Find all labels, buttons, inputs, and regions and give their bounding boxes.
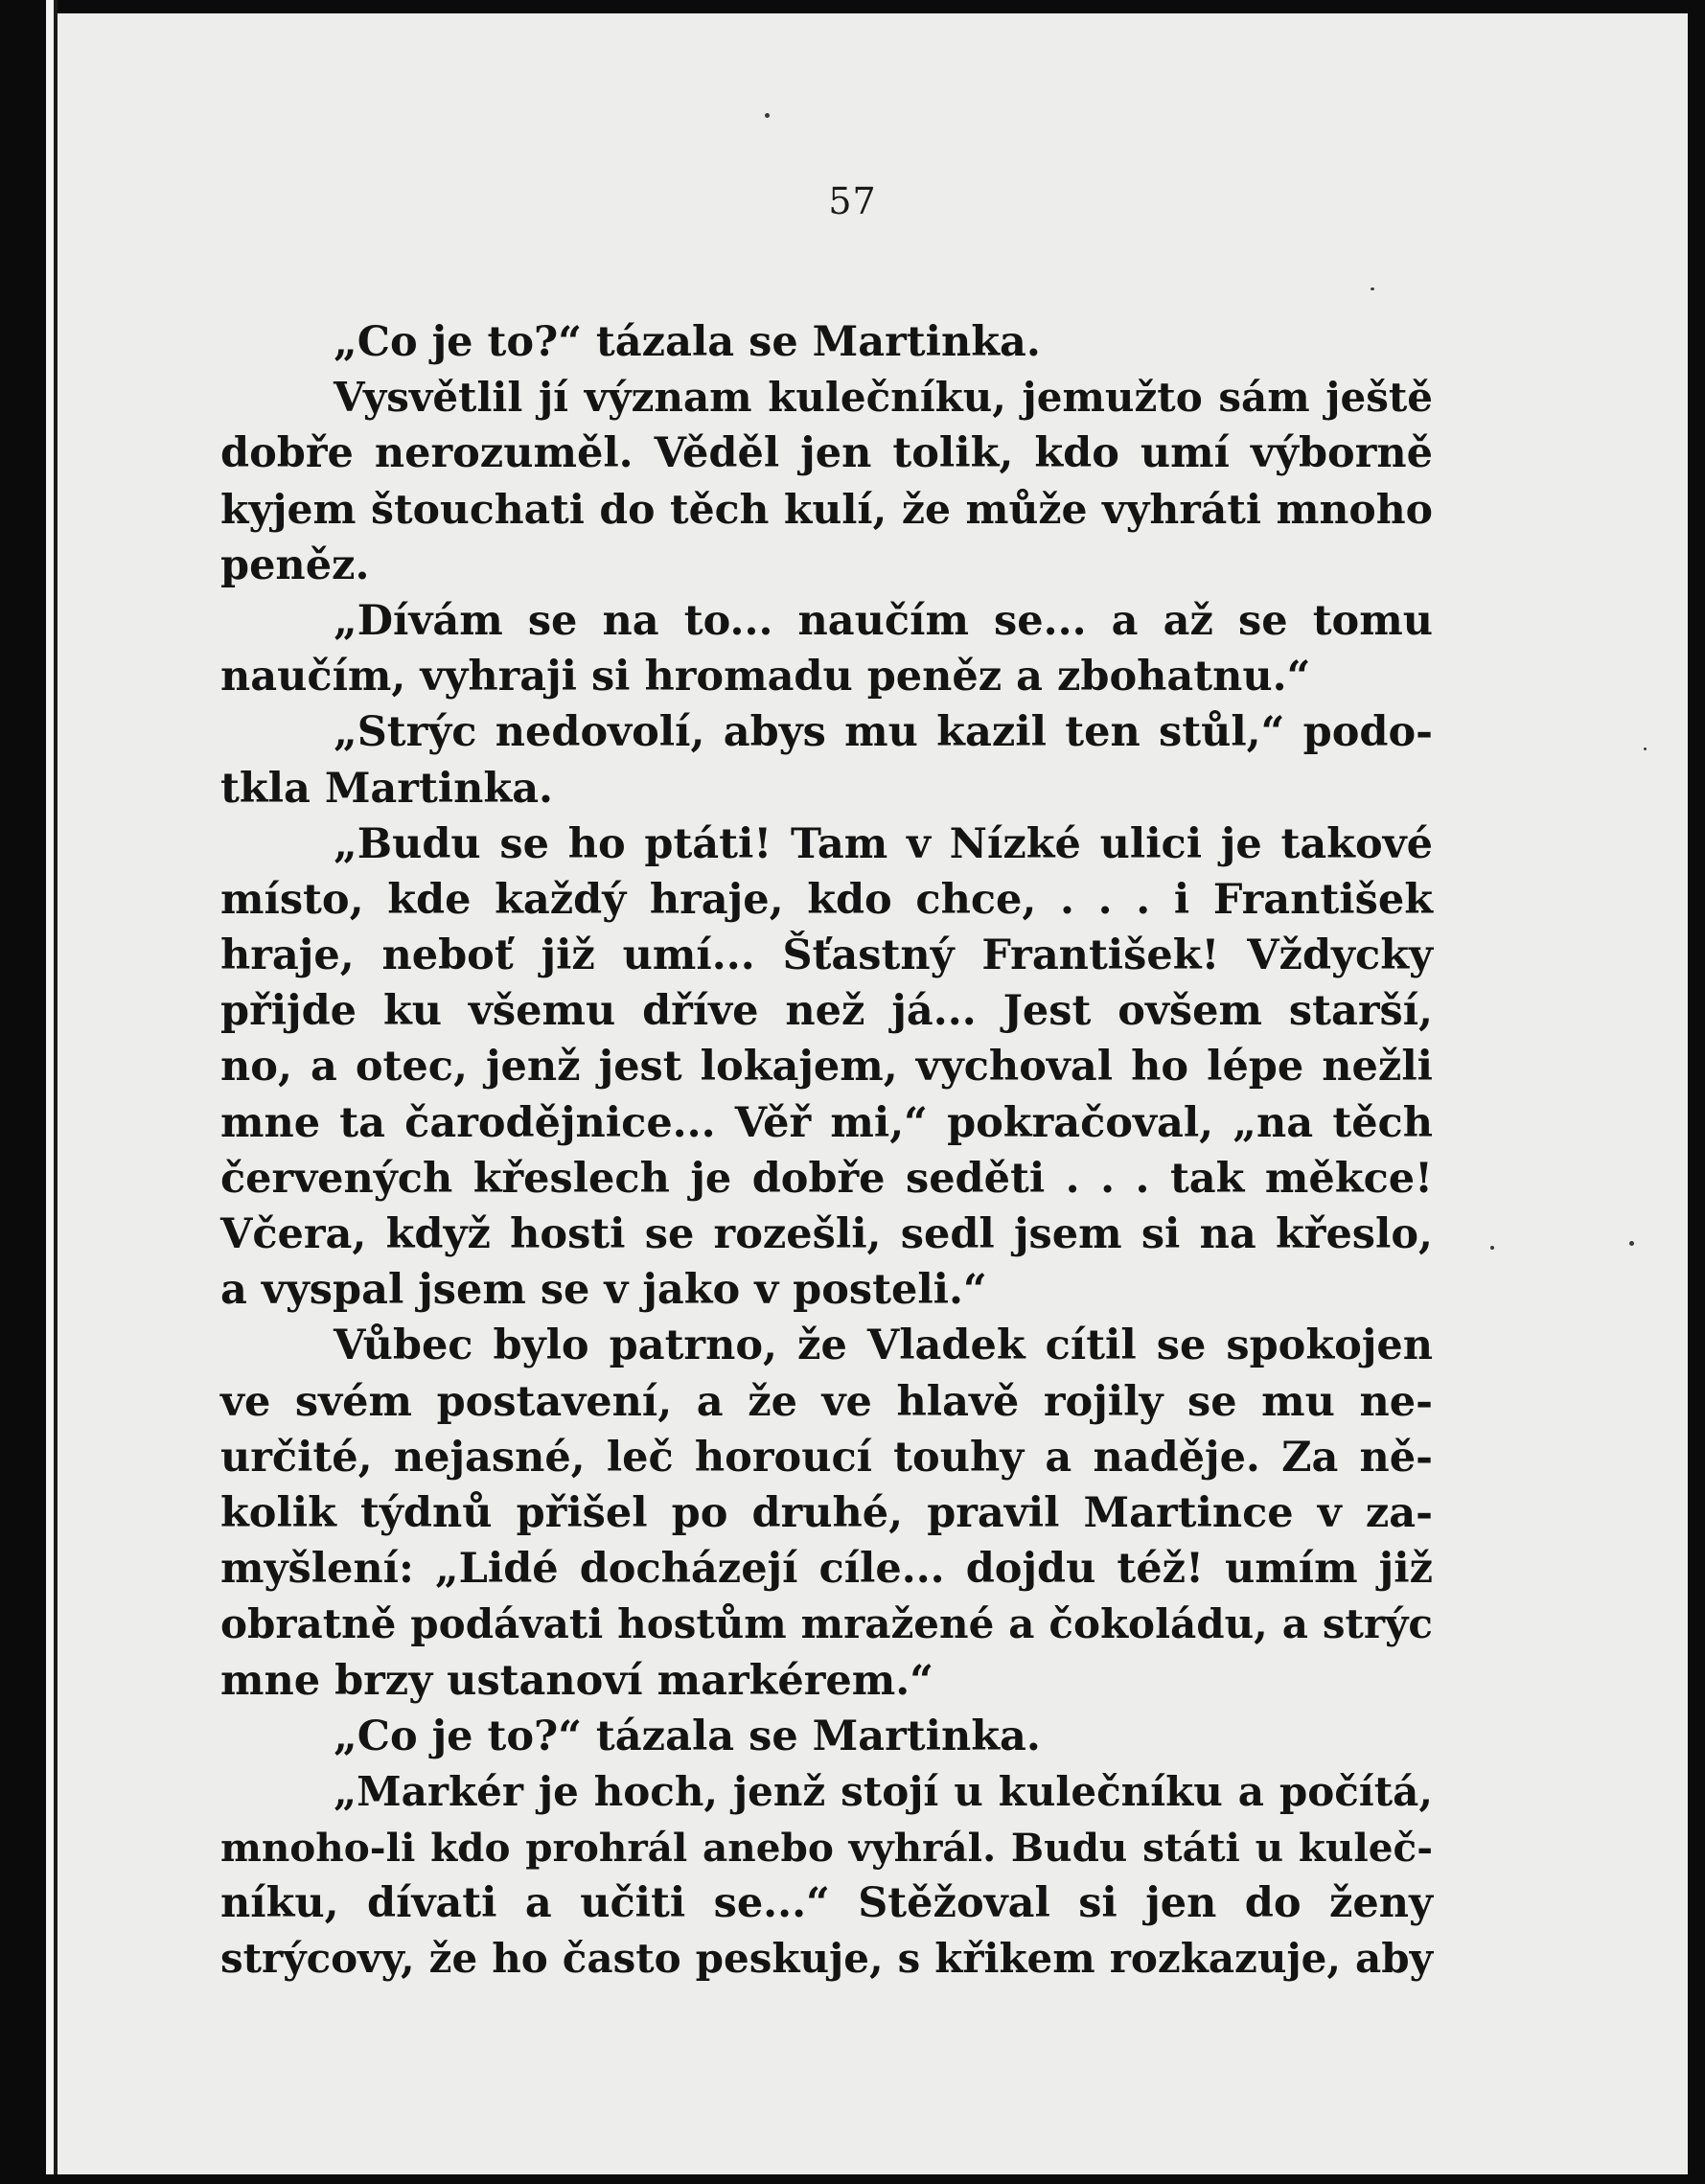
text-line: obratně podávati hostům mražené a čokoládu, a strýc <box>220 1600 1433 1648</box>
text-line: myšlení: „Lidé docházejí cíle... dojdu též! umím již <box>220 1545 1433 1594</box>
speck <box>1490 1246 1494 1250</box>
text-line: Včera, když hosti se rozešli, sedl jsem si na křeslo, <box>220 1210 1433 1258</box>
text-line: místo, kde každý hraje, kdo chce, . . . i František <box>220 875 1433 924</box>
speck <box>1644 747 1647 750</box>
text-line: určité, nejasné, leč horoucí touhy a naděje. Za ně- <box>220 1433 1433 1482</box>
body-text <box>220 314 1433 1988</box>
text-line: přijde ku všemu dříve než já... Jest ovšem starší, <box>220 987 1433 1036</box>
text-line: „Strýc nedovolí, abys mu kazil ten stůl,“ podo- <box>334 708 1433 757</box>
text-line: Vůbec bylo patrno, že Vladek cítil se spokojen <box>334 1322 1433 1370</box>
page-number: 57 <box>828 180 877 222</box>
text-line: Vysvětlil jí význam kulečníku, jemužto sám ještě <box>334 374 1433 422</box>
text-line: mnoho-li kdo prohrál anebo vyhrál. Budu státi u kuleč- <box>220 1825 1433 1872</box>
text-line: červených křeslech je dobře seděti . . . tak měkce! <box>220 1154 1433 1203</box>
text-line: ve svém postavení, a že ve hlavě rojily se mu ne- <box>220 1377 1433 1426</box>
text-line: tkla Martinka. <box>220 764 554 813</box>
scan-border-top <box>0 0 1705 13</box>
text-line: „Co je to?“ tázala se Martinka. <box>334 1712 1041 1760</box>
text-line: kyjem štouchati do těch kulí, že může vyhráti mnoho <box>220 485 1433 534</box>
text-line: peněz. <box>220 540 370 589</box>
text-line: a vyspal jsem se v jako v posteli.“ <box>220 1266 987 1315</box>
speck <box>1629 1241 1634 1246</box>
speck <box>1371 287 1374 290</box>
text-line: no, a otec, jenž jest lokajem, vychoval ho lépe nežli <box>220 1043 1433 1092</box>
speck <box>765 113 770 118</box>
scan-border-bottom <box>0 2174 1705 2184</box>
scan-border-left <box>0 0 46 2184</box>
text-line: hraje, neboť již umí... Šťastný František! Vždycky <box>220 931 1433 980</box>
text-line: mne ta čarodějnice... Věř mi,“ pokračoval, „na těch <box>220 1098 1433 1147</box>
text-line: „Co je to?“ tázala se Martinka. <box>334 318 1041 366</box>
text-line: mne brzy ustanoví markérem.“ <box>220 1656 933 1705</box>
scan-gutter <box>46 0 54 2184</box>
text-line: dobře nerozuměl. Věděl jen tolik, kdo umí výborně <box>220 429 1433 478</box>
text-line: kolik týdnů přišel po druhé, pravil Martince v za- <box>220 1488 1433 1537</box>
text-line: „Markér je hoch, jenž stojí u kulečníku a počítá, <box>334 1767 1433 1815</box>
text-line: strýcovy, že ho často peskuje, s křikem rozkazuje, aby <box>220 1935 1433 1983</box>
scan-border-right <box>1688 0 1705 2184</box>
text-line: naučím, vyhraji si hromadu peněz a zbohatnu.“ <box>220 653 1311 701</box>
text-line: „Dívám se na to... naučím se... a až se tomu <box>334 596 1433 645</box>
text-line: níku, dívati a učiti se...“ Stěžoval si jen do ženy <box>220 1879 1433 1928</box>
scan-gutter-rule <box>54 0 58 2184</box>
text-line: „Budu se ho ptáti! Tam v Nízké ulici je takové <box>334 819 1433 868</box>
